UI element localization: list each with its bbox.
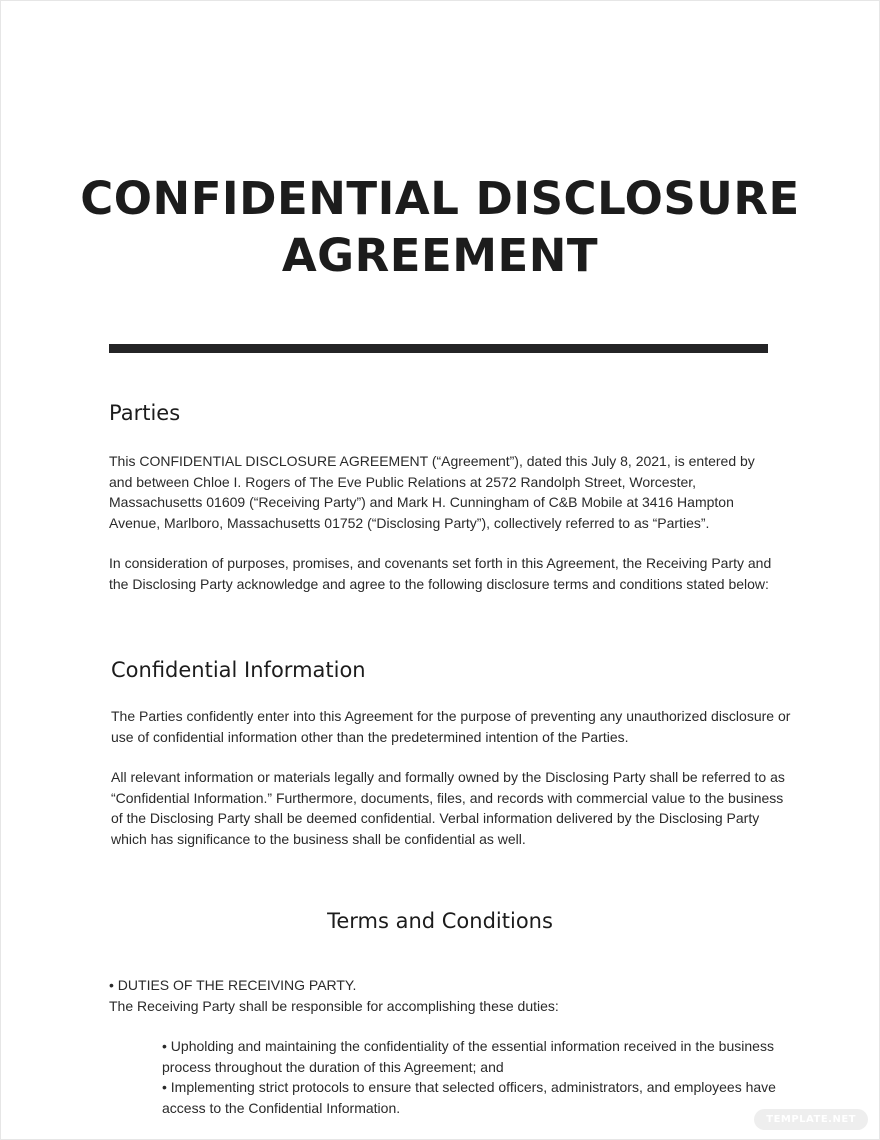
list-item: • Implementing strict protocols to ensure that selected officers, administrators, and employees have access to the Confidential Information. xyxy=(162,1079,776,1116)
parties-heading: Parties xyxy=(109,401,181,425)
document-title-line-1: CONFIDENTIAL DISCLOSURE xyxy=(80,172,800,225)
list-item: • Upholding and maintaining the confidentiality of the essential information received in the business process throughout the duration of this Agreement; and xyxy=(162,1038,774,1075)
document-title-line-2: AGREEMENT xyxy=(281,229,599,282)
template-watermark-badge: TEMPLATE.NET xyxy=(754,1109,868,1130)
duties-block xyxy=(109,975,809,1016)
duties-title: • DUTIES OF THE RECEIVING PARTY. xyxy=(109,977,357,993)
duties-bullet-list xyxy=(162,1036,802,1118)
confidential-paragraph-1: The Parties confidently enter into this Agreement for the purpose of preventing any unauthorized disclosure or use of confidential information other than the predetermined intention of the Parties. xyxy=(111,708,791,745)
confidential-information-heading: Confidential Information xyxy=(111,658,366,682)
document-title xyxy=(60,170,820,284)
parties-paragraph-2: In consideration of purposes, promises, and covenants set forth in this Agreement, the Receiving Party and the Disclosing Party acknowledge and agree to the following disclosure terms and conditions stated below: xyxy=(109,555,772,592)
terms-and-conditions-heading: Terms and Conditions xyxy=(327,909,553,933)
confidential-paragraph-2: All relevant information or materials legally and formally owned by the Disclosing Party shall be referred to as “Confidential Information.” Furthermore, documents, files, and records with commercial value to the business of the Disclosing Party shall be deemed confidential. Verbal information delivered by the Disclosing Party which has significance to the business shall be confidential as well. xyxy=(111,769,785,847)
parties-paragraph-1: This CONFIDENTIAL DISCLOSURE AGREEMENT (“Agreement”), dated this July 8, 2021, is entered by and between Chloe I. Rogers of The Eve Public Relations at 2572 Randolph Street, Worcester, Massachusetts 01609 (“Receiving Party”) and Mark H. Cunningham of C&B Mobile at 3416 Hampton Avenue, Marlboro, Massachusetts 01752 (“Disclosing Party”), collectively referred to as “Parties”. xyxy=(109,453,755,531)
title-divider xyxy=(109,344,768,353)
duties-intro: The Receiving Party shall be responsible for accomplishing these duties: xyxy=(109,997,559,1014)
